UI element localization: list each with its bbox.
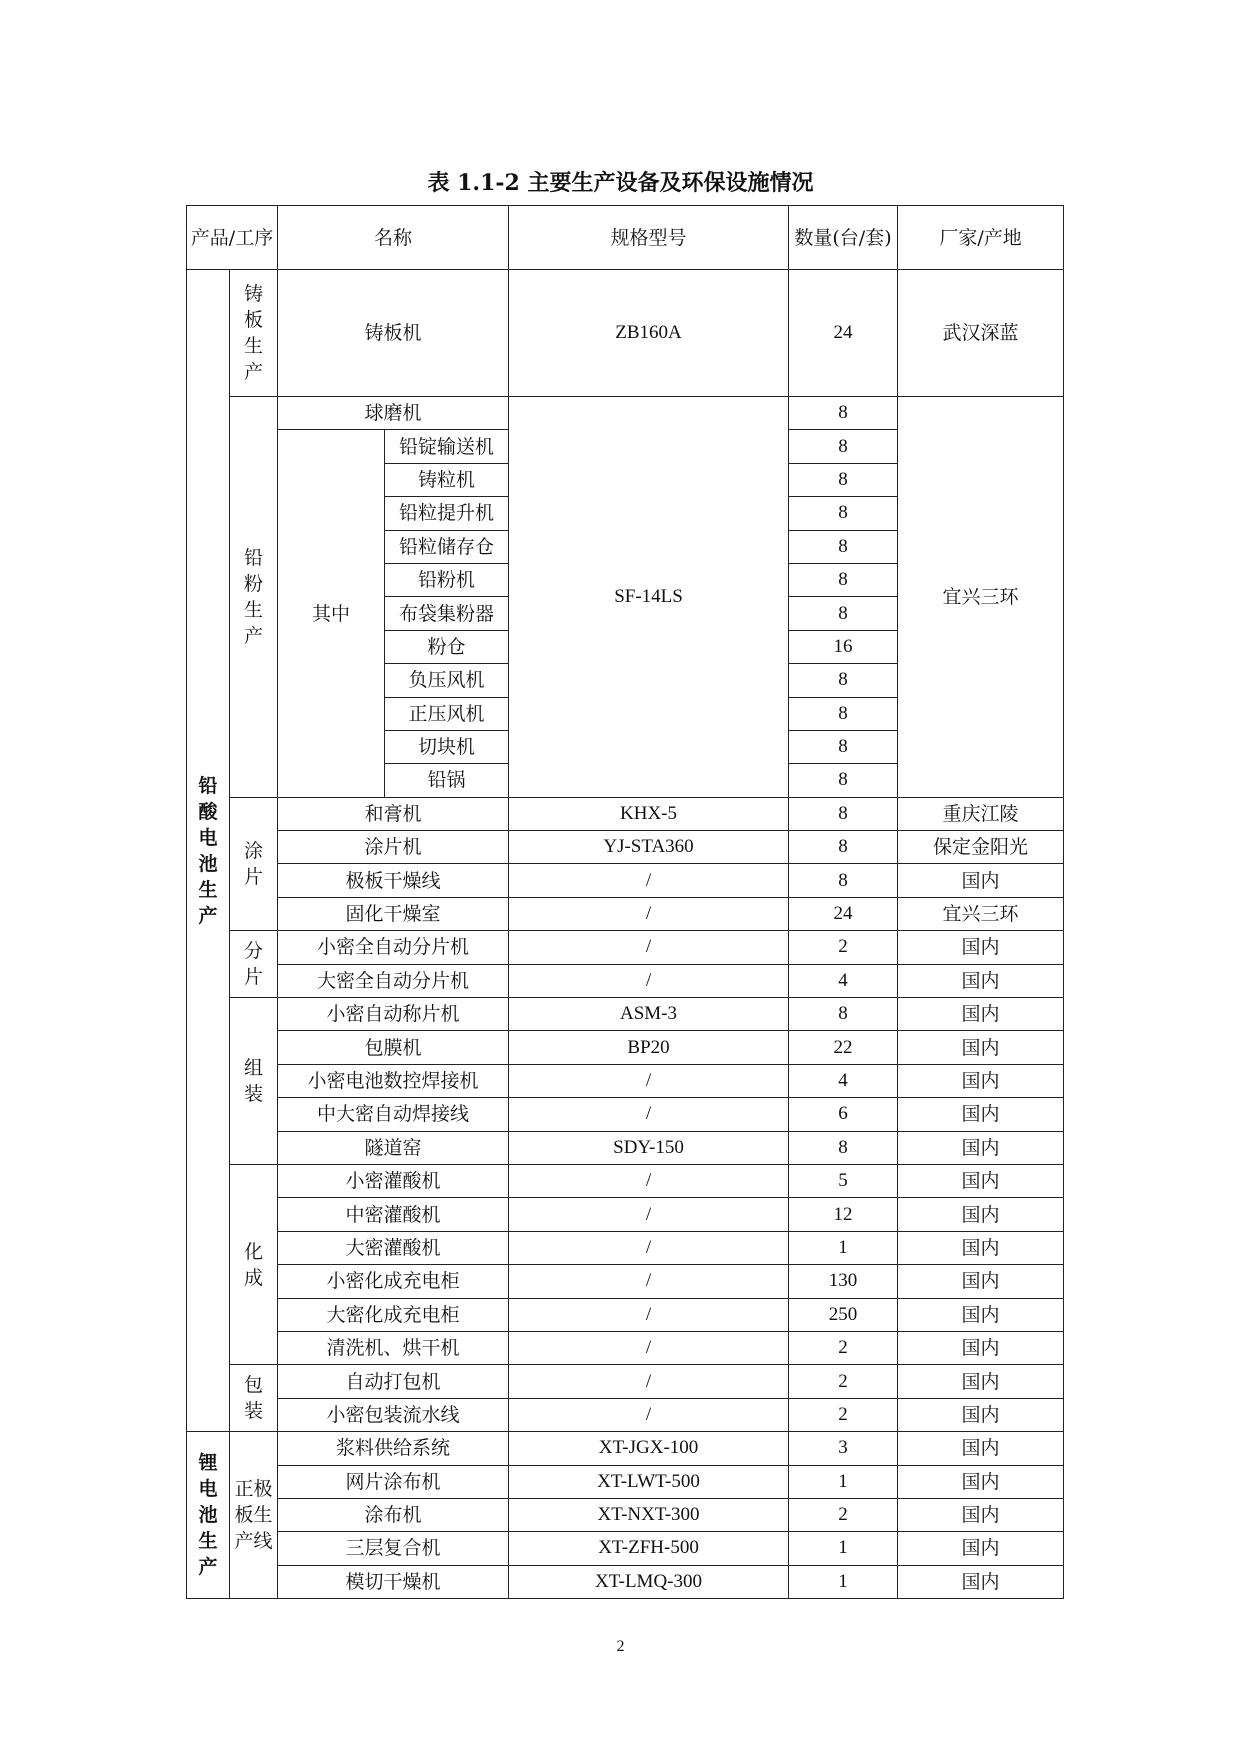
model-cell: / [509,1064,789,1097]
qty-cell: 6 [789,1098,898,1131]
header-cell: 数量(台/套) [789,206,898,270]
model-cell: / [509,1231,789,1264]
model-cell: BP20 [509,1031,789,1064]
model-cell: XT-JGX-100 [509,1432,789,1465]
table-row [187,864,1064,897]
table-row [187,1532,1064,1565]
model-cell: YJ-STA360 [509,831,789,864]
qty-cell: 22 [789,1031,898,1064]
qty-cell: 5 [789,1164,898,1197]
maker-cell: 重庆江陵 [898,797,1064,830]
name-cell: 隧道窑 [278,1131,509,1164]
maker-cell: 国内 [898,1565,1064,1598]
qty-cell: 24 [789,897,898,930]
process-cell: 组装 [230,998,278,1165]
page-number: 2 [616,1638,625,1655]
name-cell: 模切干燥机 [278,1565,509,1598]
name-cell: 涂片机 [278,831,509,864]
header-cell: 产品/工序 [187,206,278,270]
model-cell: ASM-3 [509,998,789,1031]
qty-cell: 3 [789,1432,898,1465]
name-cell: 网片涂布机 [278,1465,509,1498]
model-cell: XT-LMQ-300 [509,1565,789,1598]
qty-cell: 12 [789,1198,898,1231]
qty-cell: 8 [789,998,898,1031]
model-cell: / [509,1164,789,1197]
maker-cell: 国内 [898,1298,1064,1331]
equipment-table [186,205,1064,1599]
qty-cell: 24 [789,270,898,397]
maker-cell: 宜兴三环 [898,397,1064,798]
table-row [187,1231,1064,1264]
table-row [187,1098,1064,1131]
qty-cell: 2 [789,1331,898,1364]
name-cell: 切块机 [385,730,509,763]
maker-cell: 国内 [898,1131,1064,1164]
model-cell: / [509,1398,789,1431]
model-cell: XT-ZFH-500 [509,1532,789,1565]
table-row [187,1198,1064,1231]
name-cell: 大密化成充电柜 [278,1298,509,1331]
qty-cell: 4 [789,964,898,997]
table-row [187,964,1064,997]
qty-cell: 2 [789,1365,898,1398]
model-cell: / [509,1365,789,1398]
model-cell: SF-14LS [509,397,789,798]
maker-cell: 国内 [898,1265,1064,1298]
name-cell: 铸粒机 [385,463,509,496]
name-cell: 大密灌酸机 [278,1231,509,1264]
name-cell: 清洗机、烘干机 [278,1331,509,1364]
name-cell: 涂布机 [278,1498,509,1531]
name-cell: 小密包装流水线 [278,1398,509,1431]
process-cell: 正极板生产线 [230,1432,278,1599]
table-row [187,1064,1064,1097]
qty-cell: 8 [789,797,898,830]
maker-cell: 国内 [898,1498,1064,1531]
model-cell: SDY-150 [509,1131,789,1164]
table-row [187,1131,1064,1164]
name-cell: 包膜机 [278,1031,509,1064]
qty-cell: 250 [789,1298,898,1331]
table-row [187,1031,1064,1064]
qty-cell: 1 [789,1532,898,1565]
name-cell: 中大密自动焊接线 [278,1098,509,1131]
process-cell: 铅粉生产 [230,397,278,798]
name-cell: 大密全自动分片机 [278,964,509,997]
table-row [187,1565,1064,1598]
product-cell: 锂电池生产 [187,1432,230,1599]
table-row [187,1265,1064,1298]
name-cell: 铅锭输送机 [385,430,509,463]
name-cell: 浆料供给系统 [278,1432,509,1465]
name-cell: 铸板机 [278,270,509,397]
maker-cell: 国内 [898,998,1064,1031]
header-cell: 厂家/产地 [898,206,1064,270]
model-cell: / [509,931,789,964]
maker-cell: 国内 [898,1432,1064,1465]
name-cell: 球磨机 [278,397,509,430]
model-cell: / [509,1265,789,1298]
maker-cell: 国内 [898,1465,1064,1498]
qty-cell: 8 [789,730,898,763]
qty-cell: 8 [789,764,898,797]
maker-cell: 国内 [898,1398,1064,1431]
model-cell: / [509,1098,789,1131]
maker-cell: 宜兴三环 [898,897,1064,930]
table-row [187,1331,1064,1364]
maker-cell: 保定金阳光 [898,831,1064,864]
maker-cell: 武汉深蓝 [898,270,1064,397]
maker-cell: 国内 [898,1198,1064,1231]
maker-cell: 国内 [898,1098,1064,1131]
maker-cell: 国内 [898,1164,1064,1197]
model-cell: / [509,1198,789,1231]
name-cell: 小密自动称片机 [278,998,509,1031]
header-cell: 名称 [278,206,509,270]
qty-cell: 2 [789,1498,898,1531]
product-cell: 铅酸电池生产 [187,270,230,1432]
qty-cell: 2 [789,931,898,964]
header-cell: 规格型号 [509,206,789,270]
qty-cell: 8 [789,430,898,463]
table-title: 表 1.1-2 主要生产设备及环保设施情况 [427,170,814,196]
table-row [187,931,1064,964]
name-cell: 铅粒提升机 [385,497,509,530]
qty-cell: 1 [789,1231,898,1264]
qty-cell: 8 [789,530,898,563]
qty-cell: 8 [789,1131,898,1164]
qty-cell: 1 [789,1465,898,1498]
qty-cell: 2 [789,1398,898,1431]
table-row [187,1164,1064,1197]
table-row [187,897,1064,930]
process-cell: 分片 [230,931,278,998]
model-cell: ZB160A [509,270,789,397]
model-cell: / [509,864,789,897]
process-cell: 化成 [230,1164,278,1364]
qty-cell: 1 [789,1565,898,1598]
model-cell: / [509,1331,789,1364]
name-cell: 铅粒储存仓 [385,530,509,563]
qty-cell: 8 [789,664,898,697]
name-cell: 铅粉机 [385,563,509,596]
name-cell: 正压风机 [385,697,509,730]
sub-group-cell: 其中 [278,430,385,797]
model-cell: KHX-5 [509,797,789,830]
maker-cell: 国内 [898,1331,1064,1364]
table-row [187,797,1064,830]
table-row [187,270,1064,397]
qty-cell: 8 [789,831,898,864]
name-cell: 和膏机 [278,797,509,830]
table-row [187,1432,1064,1465]
model-cell: XT-LWT-500 [509,1465,789,1498]
process-cell: 铸板生产 [230,270,278,397]
name-cell: 粉仓 [385,630,509,663]
table-row [187,998,1064,1031]
qty-cell: 8 [789,563,898,596]
qty-cell: 8 [789,597,898,630]
process-cell: 包装 [230,1365,278,1432]
table-row [187,1398,1064,1431]
name-cell: 小密化成充电柜 [278,1265,509,1298]
qty-cell: 16 [789,630,898,663]
name-cell: 固化干燥室 [278,897,509,930]
maker-cell: 国内 [898,1031,1064,1064]
process-cell: 涂片 [230,797,278,931]
name-cell: 中密灌酸机 [278,1198,509,1231]
qty-cell: 8 [789,497,898,530]
qty-cell: 8 [789,864,898,897]
name-cell: 布袋集粉器 [385,597,509,630]
name-cell: 自动打包机 [278,1365,509,1398]
name-cell: 小密电池数控焊接机 [278,1064,509,1097]
table-row [187,1298,1064,1331]
model-cell: XT-NXT-300 [509,1498,789,1531]
qty-cell: 4 [789,1064,898,1097]
model-cell: / [509,1298,789,1331]
name-cell: 铅锅 [385,764,509,797]
maker-cell: 国内 [898,931,1064,964]
maker-cell: 国内 [898,1231,1064,1264]
name-cell: 小密灌酸机 [278,1164,509,1197]
qty-cell: 8 [789,697,898,730]
table-row [187,1465,1064,1498]
maker-cell: 国内 [898,1064,1064,1097]
model-cell: / [509,964,789,997]
maker-cell: 国内 [898,964,1064,997]
table-row [187,831,1064,864]
qty-cell: 130 [789,1265,898,1298]
name-cell: 负压风机 [385,664,509,697]
name-cell: 三层复合机 [278,1532,509,1565]
header-row [187,206,1064,270]
table-row [187,1365,1064,1398]
table-row [187,397,1064,430]
qty-cell: 8 [789,463,898,496]
maker-cell: 国内 [898,1532,1064,1565]
model-cell: / [509,897,789,930]
name-cell: 极板干燥线 [278,864,509,897]
qty-cell: 8 [789,397,898,430]
maker-cell: 国内 [898,864,1064,897]
name-cell: 小密全自动分片机 [278,931,509,964]
table-row [187,1498,1064,1531]
maker-cell: 国内 [898,1365,1064,1398]
